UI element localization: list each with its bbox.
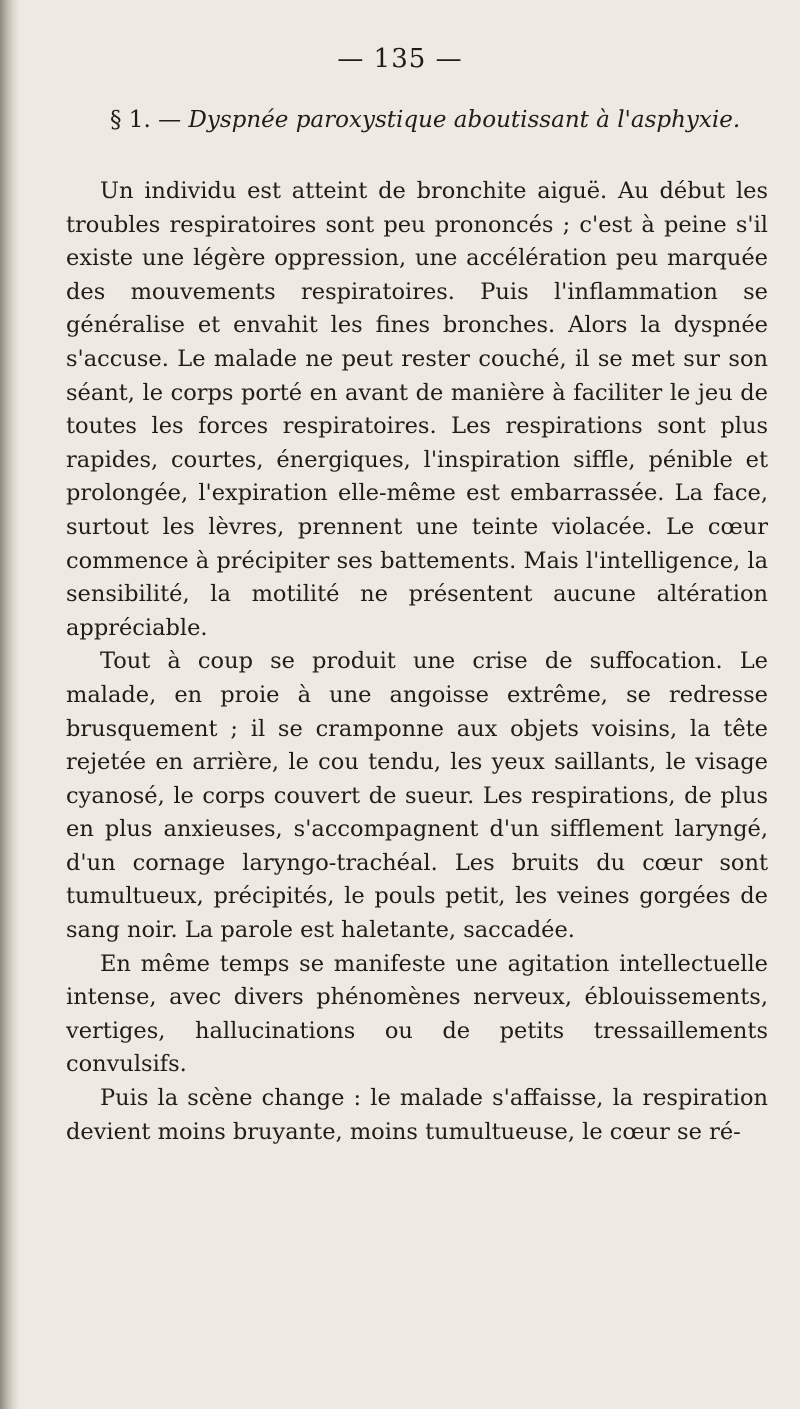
body-text [66,175,768,1149]
paragraph: Puis la scène change : le malade s'affaisse, la respiration devient moins bruyante, moins tumultueuse, le cœur se ré- [66,1085,768,1145]
paragraph: Un individu est atteint de bronchite aiguë. Au début les troubles respiratoires sont peu prononcés ; c'est à peine s'il existe une légère oppression, une accélération peu marquée des mouvements respiratoires. Puis l'inflammation se généralise et envahit les fines bronches. Alors la dyspnée s'accuse. Le malade ne peut rester couché, il se met sur son séant, le corps porté en avant de manière à faciliter le jeu de toutes les forces respiratoires. Les respirations sont plus rapides, courtes, énergiques, l'inspiration siffle, pénible et prolongée, l'expiration elle-même est embarrassée. La face, surtout les lèvres, prennent une teinte violacée. Le cœur commence à précipiter ses battements. Mais l'intelligence, la sensibilité, la motilité ne présentent aucune altération appréciable. [66,178,768,641]
page-spine-shadow [0,0,20,1409]
section-number: § 1. — [110,107,189,133]
paragraph: En même temps se manifeste une agitation intellectuelle intense, avec divers phénomènes nerveux, éblouissements, vertiges, hallucinations ou de petits tressaillements convulsifs. [66,950,768,1078]
section-heading [110,107,770,133]
paragraph: Tout à coup se produit une crise de suffocation. Le malade, en proie à une angoisse extrême, se redresse brusquement ; il se cramponne aux objets voisins, la tête rejetée en arrière, le cou tendu, les yeux saillants, le visage cyanosé, le corps couvert de sueur. Les respirations, de plus en plus anxieuses, s'accompagnent d'un sifflement laryngé, d'un cornage laryngo-trachéal. Les bruits du cœur sont tumultueux, précipités, le pouls petit, les veines gorgées de sang noir. La parole est haletante, saccadée. [66,648,768,944]
section-title: Dyspnée paroxystique aboutissant à l'asphyxie. [188,107,741,133]
page-number: — 135 — [337,44,463,74]
